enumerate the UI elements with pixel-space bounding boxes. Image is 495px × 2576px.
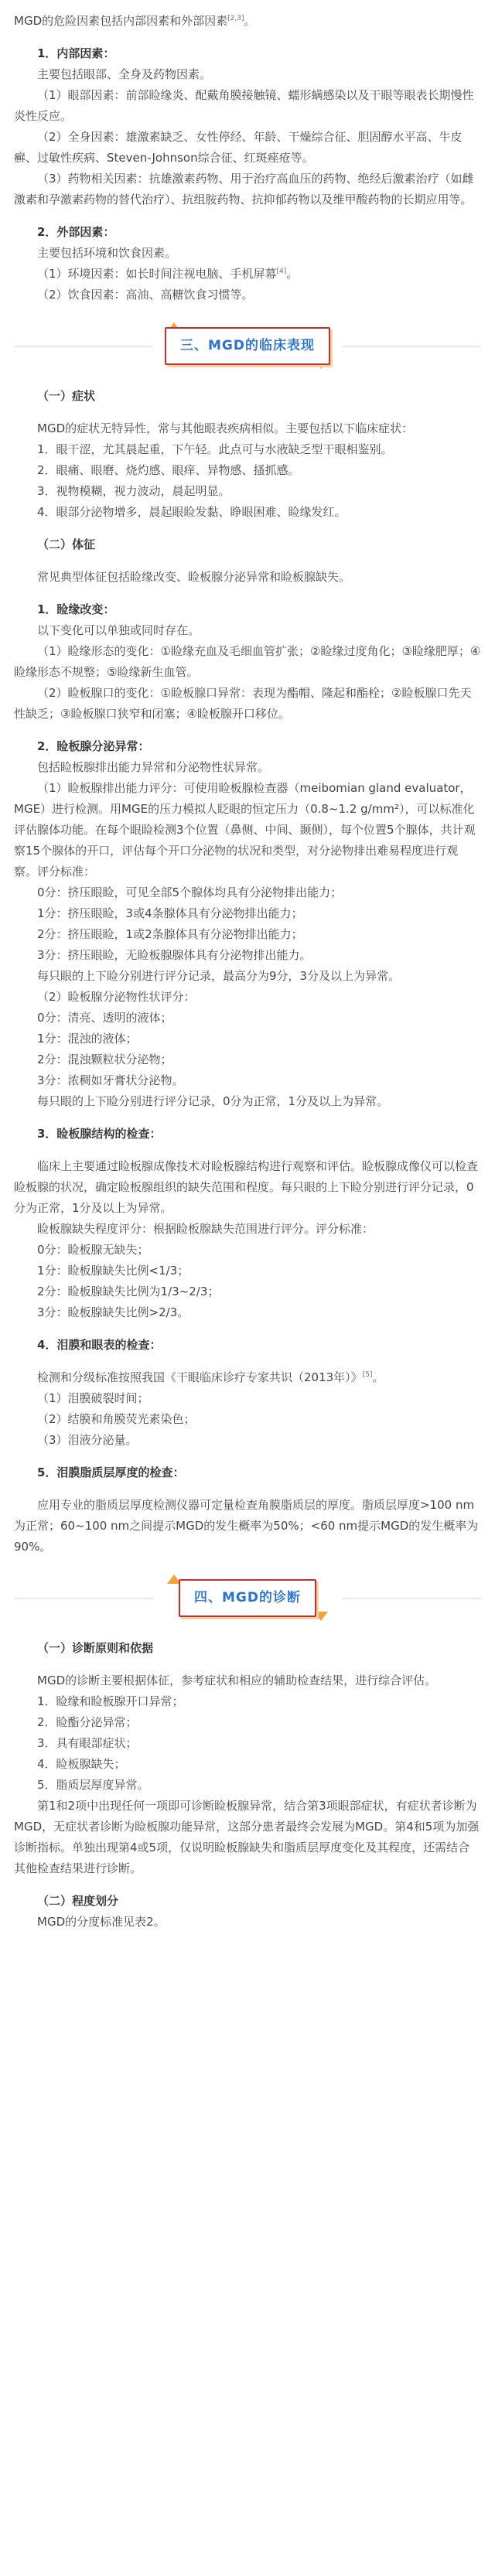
internal-factor-item: （3）药物相关因素：抗雄激素药物、用于治疗高血压的药物、绝经后激素治疗（如雌激素和孕激素药物的替代治疗）、抗组胺药物、抗抑郁药物以及维甲酸药物的长期应用等。: [14, 172, 474, 206]
symptoms-lead: MGD的症状无特异性，常与其他眼表疾病相似。主要包括以下临床症状：: [37, 421, 414, 435]
score-summary: 每只眼的上下睑分别进行评分记录，最高分为9分，3分及以上为异常。: [37, 969, 401, 983]
diagnosis-criterion: 2．睑酯分泌异常；: [37, 1715, 138, 1729]
score-item: 2分：睑板腺缺失比例为1/3~2/3；: [37, 1285, 220, 1298]
external-factors-heading: 2．外部因素：: [37, 225, 115, 239]
symptom-item: 3．视物模糊，视力波动，晨起明显。: [37, 484, 230, 498]
symptom-item: 4．眼部分泌物增多，晨起眼睑发黏、睁眼困难、睑缘发红。: [37, 505, 346, 519]
diagnosis-principles-lead: MGD的诊断主要根据体征，参考症状和相应的辅助检查结果，进行综合评估。: [37, 1674, 437, 1687]
tear-film-item: （3）泪液分泌量。: [37, 1433, 138, 1447]
score-item: 0分：清亮、透明的液体；: [37, 1011, 172, 1025]
score-item: 3分：挤压眼睑，无睑板腺腺体具有分泌物排出能力。: [37, 948, 312, 962]
lid-margin-item: （1）睑缘形态的变化：①睑缘充血及毛细血管扩张；②睑缘过度角化；③睑缘肥厚；④睑缘形态不规整；⑤睑缘新生血管。: [14, 644, 481, 679]
score-item: 3分：睑板腺缺失比例>2/3。: [37, 1305, 189, 1319]
diagnosis-principles-heading: （一）诊断原则和依据: [37, 1641, 154, 1655]
diagnosis-summary: 第1和2项中出现任何一项即可诊断睑板腺异常，结合第3项眼部症状，有症状者诊断为MGD，无症状者诊断为睑板腺功能异常，这部分患者最终会发展为MGD。第4和5项为加强诊断指标。单独出现第4或5项，仅说明睑板腺缺失和脂质层厚度变化及其程度，还需结合其他检查结果进行诊断。: [14, 1799, 480, 1875]
reference-mark[interactable]: [4]: [276, 268, 287, 275]
intro-text: MGD的危险因素包括内部因素和外部因素: [14, 14, 228, 28]
secretion-paragraph: （2）睑板腺分泌物性状评分：: [37, 990, 196, 1004]
diagnosis-criterion: 5．脂质层厚度异常。: [37, 1778, 149, 1792]
section-banner-clinical: [14, 321, 481, 378]
banner-box: [165, 327, 330, 365]
section-title: 四、MGD的诊断: [194, 1590, 301, 1605]
diagnosis-criterion: 3．具有眼部症状；: [37, 1736, 138, 1750]
score-item: 3分：浓稠如牙膏状分泌物。: [37, 1073, 184, 1087]
score-item: 0分：睑板腺无缺失；: [37, 1243, 149, 1257]
score-item: 2分：挤压眼睑，1或2条腺体具有分泌物排出能力；: [37, 927, 303, 941]
structure-paragraph: 临床上主要通过睑板腺成像技术对睑板腺结构进行观察和评估。睑板腺成像仪可以检查睑板腺的状况，确定睑板腺组织的缺失范围和程度。每只眼的上下睑分别进行评分记录，0分为正常，1分及以上为异常。: [14, 1159, 479, 1215]
reference-mark[interactable]: [2,3]: [227, 15, 244, 22]
secretion-lead: 包括睑板腺排出能力异常和分泌物性状异常。: [37, 760, 270, 774]
reference-mark[interactable]: [5]: [362, 1371, 373, 1379]
banner-divider: [14, 346, 153, 347]
symptom-item: 1．眼干涩，尤其晨起重，下午轻。此点可与水液缺乏型干眼相鉴别。: [37, 442, 393, 456]
signs-heading: （二）体征: [37, 537, 96, 551]
lid-margin-lead: 以下变化可以单独或同时存在。: [37, 623, 200, 637]
banner-divider: [342, 1598, 481, 1599]
banner-box: [179, 1579, 316, 1617]
secretion-heading: 2．睑板腺分泌异常：: [37, 739, 150, 753]
intro-paragraph: MGD的危险因素包括内部因素和外部因素[2,3]。: [14, 14, 256, 28]
banner-divider: [14, 1598, 153, 1599]
score-item: 0分：挤压眼睑，可见全部5个腺体均具有分泌物排出能力；: [37, 885, 343, 899]
external-factor-item: （2）饮食因素：高油、高糖饮食习惯等。: [37, 288, 254, 302]
score-summary: 每只眼的上下睑分别进行评分记录，0分为正常，1分及以上为异常。: [37, 1094, 389, 1108]
tear-film-heading: 4．泪膜和眼表的检查：: [37, 1338, 162, 1352]
grading-lead: MGD的分度标准见表2。: [37, 1915, 166, 1929]
diagnosis-criterion: 1．睑缘和睑板腺开口异常；: [37, 1694, 184, 1708]
lid-margin-heading: 1．睑缘改变：: [37, 602, 115, 616]
symptoms-heading: （一）症状: [37, 389, 96, 403]
tear-film-paragraph: 检测和分级标准按照我国《干眼临床诊疗专家共识（2013年）》[5]。: [37, 1370, 384, 1384]
internal-factor-item: （2）全身因素：雄激素缺乏、女性停经、年龄、干燥综合征、胆固醇水平高、牛皮癣、过敏性疾病、Steven-Johnson综合征、红斑痤疮等。: [14, 130, 463, 165]
structure-heading: 3．睑板腺结构的检查：: [37, 1127, 162, 1141]
lid-margin-item: （2）睑板腺口的变化：①睑板腺口异常：表现为酯帽、隆起和酯栓；②睑板腺口先天性缺乏；③睑板腺口狭窄和闭塞；④睑板腺开口移位。: [14, 686, 472, 721]
internal-factors-heading: 1．内部因素：: [37, 46, 115, 60]
external-factors-lead: 主要包括环境和饮食因素。: [37, 246, 177, 260]
secretion-paragraph: （1）睑板腺排出能力评分：可使用睑板腺检查器（meibomian gland evaluator，MGE）进行检测。用MGE的压力模拟人眨眼的恒定压力（0.8~1.2 g/mm²），可以标准化评估腺体功能。在每个眼睑检测3个位置（鼻侧、中间、颞侧），每个位置5个腺体，共计观察15个腺体的开口，评估每个开口分泌物的状况和类型，对分泌物排出难易程度进行观察。评分标准：: [14, 781, 476, 879]
internal-factor-item: （1）眼部因素：前部睑缘炎、配戴角膜接触镜、蠕形螨感染以及干眼等眼表长期慢性炎性反应。: [14, 88, 474, 123]
external-factor-item: （1）环境因素：如长时间注视电脑、手机屏幕[4]。: [37, 267, 299, 281]
banner-divider: [342, 346, 481, 347]
score-item: 1分：睑板腺缺失比例<1/3；: [37, 1264, 189, 1278]
lipid-layer-heading: 5．泪膜脂质层厚度的检查：: [37, 1465, 185, 1479]
diagnosis-criterion: 4．睑板腺缺失；: [37, 1757, 126, 1771]
tear-film-item: （1）泪膜破裂时间；: [37, 1391, 149, 1405]
tear-film-item: （2）结膜和角膜荧光素染色；: [37, 1412, 196, 1426]
structure-paragraph: 睑板腺缺失程度评分：根据睑板腺缺失范围进行评分。评分标准：: [37, 1222, 374, 1236]
score-item: 2分：混浊颗粒状分泌物；: [37, 1053, 172, 1066]
score-item: 1分：挤压眼睑，3或4条腺体具有分泌物排出能力；: [37, 906, 303, 920]
section-banner-diagnosis: [14, 1573, 481, 1630]
lipid-layer-paragraph: 应用专业的脂质层厚度检测仪器可定量检查角膜脂质层的厚度。脂质层厚度>100 nm为正常；60~100 nm之间提示MGD的发生概率为50%；<60 nm提示MGD的发生概率为90%。: [14, 1498, 479, 1554]
signs-lead: 常见典型体征包括睑缘改变、睑板腺分泌异常和睑板腺缺失。: [37, 570, 351, 584]
grading-heading: （二）程度划分: [37, 1894, 119, 1908]
symptom-item: 2．眼痛、眼磨、烧灼感、眼痒、异物感、搔抓感。: [37, 463, 300, 477]
score-item: 1分：混浊的液体；: [37, 1032, 138, 1046]
internal-factors-lead: 主要包括眼部、全身及药物因素。: [37, 67, 212, 81]
section-title: 三、MGD的临床表现: [180, 338, 315, 353]
